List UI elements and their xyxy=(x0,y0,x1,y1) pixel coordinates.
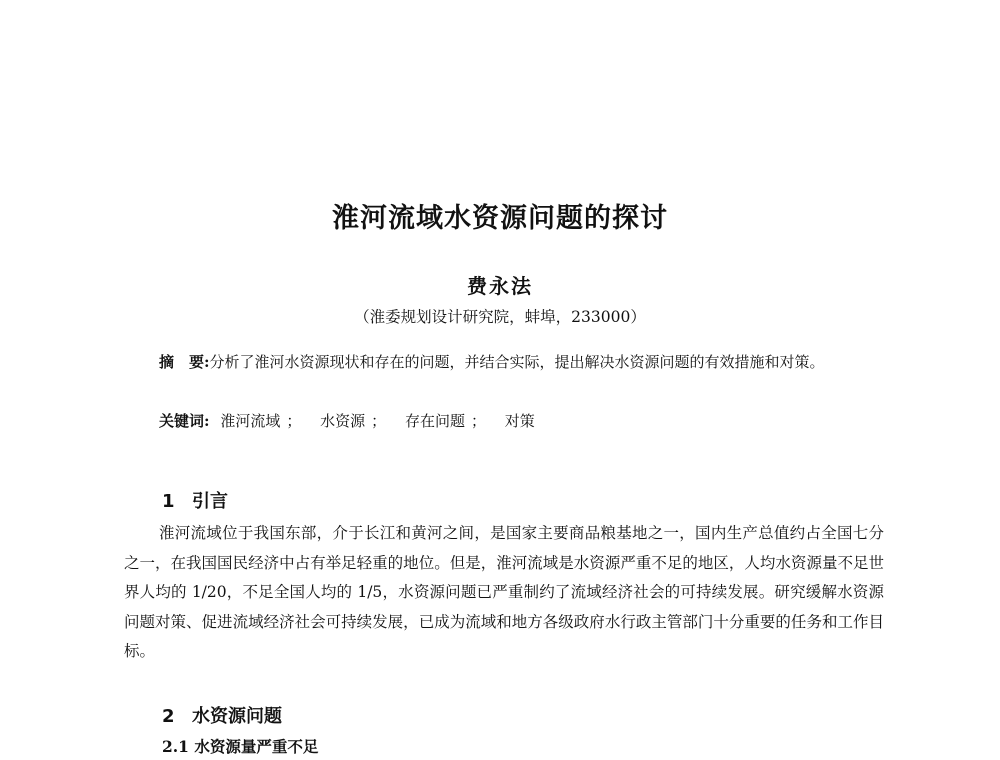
keywords-label: 关键词: xyxy=(159,412,210,430)
paper-title: 淮河流域水资源问题的探讨 xyxy=(332,203,668,234)
abstract-label: 摘 要: xyxy=(159,353,210,371)
section-number: 1 xyxy=(162,491,175,512)
keyword-separator: ； xyxy=(286,412,302,430)
keyword: 存在问题 xyxy=(404,412,465,430)
keywords xyxy=(159,410,535,431)
keyword: 水资源 xyxy=(320,412,366,430)
section-heading xyxy=(162,487,228,513)
abstract xyxy=(124,348,884,377)
keyword-separator: ； xyxy=(470,412,486,430)
section-title: 引言 xyxy=(192,491,228,512)
section-number: 2 xyxy=(162,706,175,727)
keyword: 淮河流域 xyxy=(220,412,281,430)
keyword: 对策 xyxy=(504,412,535,430)
section-title: 水资源问题 xyxy=(192,706,282,727)
intro-paragraph: 淮河流域位于我国东部，介于长江和黄河之间，是国家主要商品粮基地之一，国内生产总值约占全国七分之一，在我国国民经济中占有举足轻重的地位。但是，淮河流域是水资源严重不足的地区，人均水资源量不足世界人均的 1/20，不足全国人均的 1/5，水资源问题已严重制约了流域经济社会的可持续发展。研究缓解水资源问题对策、促进流域经济社会可持续发展，已成为流域和地方各级政府水行政主管部门十分重要的任务和工作目标。 xyxy=(124,524,884,660)
keyword-separator: ； xyxy=(371,412,387,430)
author-name: 费永法 xyxy=(467,274,533,298)
subsection-heading: 2.1 水资源量严重不足 xyxy=(162,737,319,756)
section-heading xyxy=(162,702,282,728)
abstract-text: 分析了淮河水资源现状和存在的问题，并结合实际，提出解决水资源问题的有效措施和对策。 xyxy=(209,353,825,371)
author-affiliation: （淮委规划设计研究院，蚌埠，233000） xyxy=(354,308,646,326)
